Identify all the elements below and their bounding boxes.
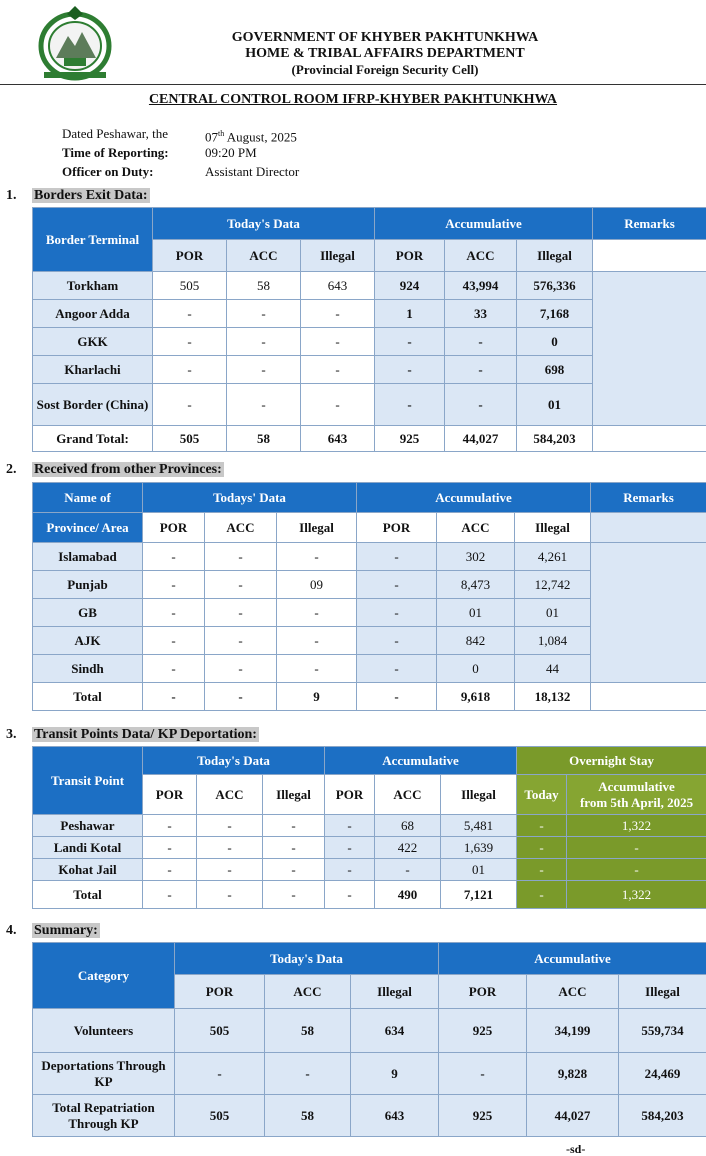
- value-cell: 1,084: [515, 627, 591, 655]
- value-cell: -: [143, 627, 205, 655]
- value-cell: -: [143, 837, 197, 859]
- total-value: -: [197, 881, 263, 909]
- subheader-acc: ACC: [227, 240, 301, 272]
- value-cell: 44: [515, 655, 591, 683]
- total-value: -: [325, 881, 375, 909]
- value-cell: 422: [375, 837, 441, 859]
- row-label: Total Repatriation Through KP: [33, 1095, 175, 1137]
- col-province-area: Province/ Area: [33, 513, 143, 543]
- value-cell: 68: [375, 815, 441, 837]
- value-cell: -: [227, 356, 301, 384]
- subheader-por: POR: [439, 975, 527, 1009]
- value-cell: -: [375, 328, 445, 356]
- value-cell: 1,639: [441, 837, 517, 859]
- value-cell: -: [325, 837, 375, 859]
- total-value: 9,618: [437, 683, 515, 711]
- remarks-cell: [591, 543, 706, 683]
- row-label: AJK: [33, 627, 143, 655]
- document-header: [0, 0, 706, 90]
- subheader-acc: ACC: [437, 513, 515, 543]
- header-government: GOVERNMENT OF KHYBER PAKHTUNKHWA: [231, 30, 539, 45]
- value-cell: 33: [445, 300, 517, 328]
- total-value: 505: [153, 426, 227, 452]
- col-remarks: Remarks: [591, 483, 706, 513]
- signature-mark: -sd-: [566, 1142, 586, 1156]
- value-cell: 4,261: [515, 543, 591, 571]
- value-cell: 1: [375, 300, 445, 328]
- table-row: [33, 837, 706, 859]
- overnight-accumulative: -: [567, 837, 706, 859]
- value-cell: 925: [439, 1095, 527, 1137]
- subheader-illegal: Illegal: [263, 775, 325, 815]
- total-row: [33, 881, 706, 909]
- section-2-title: 2. Received from other Provinces:: [6, 462, 222, 477]
- value-cell: -: [197, 837, 263, 859]
- value-cell: -: [205, 571, 277, 599]
- summary-table: [32, 942, 706, 1137]
- total-value: 490: [375, 881, 441, 909]
- value-cell: -: [357, 627, 437, 655]
- subheader-illegal: Illegal: [301, 240, 375, 272]
- value-cell: -: [301, 300, 375, 328]
- row-label: Punjab: [33, 571, 143, 599]
- table-row: [33, 1095, 706, 1137]
- subheader-por: POR: [325, 775, 375, 815]
- subheader-illegal: Illegal: [441, 775, 517, 815]
- subheader-por: POR: [143, 513, 205, 543]
- value-cell: -: [375, 356, 445, 384]
- subheader-acc: ACC: [265, 975, 351, 1009]
- value-cell: 0: [517, 328, 593, 356]
- total-label: Total: [33, 881, 143, 909]
- value-cell: -: [143, 543, 205, 571]
- value-cell: -: [357, 655, 437, 683]
- value-cell: -: [205, 655, 277, 683]
- row-label: Deportations Through KP: [33, 1053, 175, 1095]
- value-cell: 9,828: [527, 1053, 619, 1095]
- value-cell: -: [227, 300, 301, 328]
- value-cell: 0: [437, 655, 515, 683]
- subheader-illegal: Illegal: [517, 240, 593, 272]
- value-cell: -: [153, 328, 227, 356]
- value-cell: -: [277, 627, 357, 655]
- value-cell: 58: [265, 1095, 351, 1137]
- value-cell: 8,473: [437, 571, 515, 599]
- col-remarks: Remarks: [593, 208, 706, 240]
- value-cell: 924: [375, 272, 445, 300]
- section-1-title: 1. Borders Exit Data:: [6, 188, 148, 203]
- value-cell: -: [375, 859, 441, 881]
- value-cell: -: [325, 815, 375, 837]
- col-overnight-stay: Overnight Stay: [517, 747, 706, 775]
- subheader-por: POR: [357, 513, 437, 543]
- control-room-title: CENTRAL CONTROL ROOM IFRP-KHYBER PAKHTUNKHWA: [148, 92, 558, 107]
- value-cell: 505: [153, 272, 227, 300]
- total-value: 925: [375, 426, 445, 452]
- row-label: GKK: [33, 328, 153, 356]
- value-cell: 842: [437, 627, 515, 655]
- overnight-today: -: [517, 837, 567, 859]
- value-cell: -: [143, 599, 205, 627]
- value-cell: 925: [439, 1009, 527, 1053]
- header-divider: [0, 84, 706, 85]
- overnight-accumulative: 1,322: [567, 815, 706, 837]
- col-accumulative: Accumulative: [439, 943, 706, 975]
- table-row: [33, 859, 706, 881]
- overnight-accum-line2: from 5th April, 2025: [579, 794, 694, 810]
- value-cell: 643: [301, 272, 375, 300]
- table-row: [33, 1009, 706, 1053]
- col-today: Today's Data: [143, 747, 325, 775]
- value-cell: 01: [515, 599, 591, 627]
- remarks-cell: [593, 426, 706, 452]
- header-cell: (Provincial Foreign Security Cell): [291, 62, 479, 77]
- value-cell: -: [197, 815, 263, 837]
- borders-exit-table: [32, 207, 706, 452]
- subheader-illegal: Illegal: [619, 975, 706, 1009]
- value-cell: 584,203: [619, 1095, 706, 1137]
- overnight-today: -: [517, 859, 567, 881]
- value-cell: 5,481: [441, 815, 517, 837]
- row-label: Kharlachi: [33, 356, 153, 384]
- value-cell: -: [227, 384, 301, 426]
- provinces-table: [32, 482, 706, 711]
- row-label: Sost Border (China): [33, 384, 153, 426]
- subheader-acc: ACC: [205, 513, 277, 543]
- subheader-acc: ACC: [527, 975, 619, 1009]
- subheader-por: POR: [375, 240, 445, 272]
- value-cell: -: [153, 356, 227, 384]
- col-name-of: Name of: [33, 483, 143, 513]
- col-today: Today's Data: [153, 208, 375, 240]
- value-cell: -: [175, 1053, 265, 1095]
- value-cell: -: [143, 859, 197, 881]
- government-emblem-icon: [34, 6, 116, 82]
- value-cell: -: [301, 328, 375, 356]
- col-accumulative: Accumulative: [357, 483, 591, 513]
- row-label: Peshawar: [33, 815, 143, 837]
- value-cell: 01: [437, 599, 515, 627]
- total-value: 9: [277, 683, 357, 711]
- subheader-illegal: Illegal: [277, 513, 357, 543]
- value-cell: -: [205, 543, 277, 571]
- value-cell: 43,994: [445, 272, 517, 300]
- subheader-illegal: Illegal: [351, 975, 439, 1009]
- section-3-title: 3. Transit Points Data/ KP Deportation:: [6, 727, 257, 742]
- subheader-illegal: Illegal: [515, 513, 591, 543]
- value-cell: -: [445, 328, 517, 356]
- value-cell: -: [143, 815, 197, 837]
- total-label: Total: [33, 683, 143, 711]
- row-label: Torkham: [33, 272, 153, 300]
- value-cell: 34,199: [527, 1009, 619, 1053]
- value-cell: -: [357, 599, 437, 627]
- dated-value: 07th August, 2025: [205, 129, 297, 145]
- value-cell: 7,168: [517, 300, 593, 328]
- total-row: [33, 426, 706, 452]
- transit-points-table: [32, 746, 706, 909]
- subheader-acc: ACC: [197, 775, 263, 815]
- table-row: [33, 1053, 706, 1095]
- value-cell: 505: [175, 1095, 265, 1137]
- value-cell: 44,027: [527, 1095, 619, 1137]
- value-cell: 9: [351, 1053, 439, 1095]
- value-cell: 302: [437, 543, 515, 571]
- officer-value: Assistant Director: [205, 164, 300, 179]
- value-cell: -: [153, 300, 227, 328]
- value-cell: -: [197, 859, 263, 881]
- total-value: 643: [301, 426, 375, 452]
- col-today: Todays' Data: [143, 483, 357, 513]
- col-transit-point: Transit Point: [33, 747, 143, 815]
- value-cell: 58: [265, 1009, 351, 1053]
- subheader-acc: ACC: [445, 240, 517, 272]
- value-cell: -: [277, 599, 357, 627]
- row-label: Kohat Jail: [33, 859, 143, 881]
- total-value: -: [143, 683, 205, 711]
- value-cell: -: [325, 859, 375, 881]
- value-cell: 09: [277, 571, 357, 599]
- value-cell: -: [277, 543, 357, 571]
- value-cell: -: [301, 384, 375, 426]
- overnight-today: -: [517, 815, 567, 837]
- value-cell: 634: [351, 1009, 439, 1053]
- value-cell: -: [445, 384, 517, 426]
- officer-label: Officer on Duty:: [62, 164, 154, 179]
- subheader-por: POR: [143, 775, 197, 815]
- overnight-accumulative: -: [567, 859, 706, 881]
- value-cell: -: [265, 1053, 351, 1095]
- row-label: Sindh: [33, 655, 143, 683]
- row-label: Angoor Adda: [33, 300, 153, 328]
- value-cell: -: [143, 655, 205, 683]
- row-label: GB: [33, 599, 143, 627]
- value-cell: 559,734: [619, 1009, 706, 1053]
- value-cell: -: [301, 356, 375, 384]
- remarks-cell: [593, 272, 706, 426]
- col-accumulative: Accumulative: [375, 208, 593, 240]
- value-cell: 505: [175, 1009, 265, 1053]
- value-cell: -: [357, 571, 437, 599]
- value-cell: -: [263, 837, 325, 859]
- total-value: 44,027: [445, 426, 517, 452]
- total-value: 7,121: [441, 881, 517, 909]
- time-label: Time of Reporting:: [62, 145, 169, 160]
- subheader-por: POR: [153, 240, 227, 272]
- value-cell: -: [263, 815, 325, 837]
- total-value: -: [205, 683, 277, 711]
- report-meta: [62, 124, 299, 181]
- value-cell: 24,469: [619, 1053, 706, 1095]
- value-cell: -: [277, 655, 357, 683]
- total-value: 58: [227, 426, 301, 452]
- value-cell: -: [439, 1053, 527, 1095]
- subheader-overnight-today: Today: [517, 775, 567, 815]
- total-row: [33, 683, 706, 711]
- value-cell: 01: [441, 859, 517, 881]
- value-cell: 576,336: [517, 272, 593, 300]
- total-value: 584,203: [517, 426, 593, 452]
- value-cell: 01: [517, 384, 593, 426]
- dated-label: Dated Peshawar, the: [62, 126, 168, 141]
- subheader-por: POR: [175, 975, 265, 1009]
- time-value: 09:20 PM: [205, 145, 257, 160]
- value-cell: 698: [517, 356, 593, 384]
- header-department: HOME & TRIBAL AFFAIRS DEPARTMENT: [245, 46, 525, 61]
- table-row: [33, 272, 706, 300]
- total-value: -: [357, 683, 437, 711]
- table-row: [33, 543, 706, 571]
- overnight-today: -: [517, 881, 567, 909]
- col-category: Category: [33, 943, 175, 1009]
- value-cell: -: [263, 859, 325, 881]
- value-cell: -: [153, 384, 227, 426]
- value-cell: 58: [227, 272, 301, 300]
- value-cell: -: [205, 627, 277, 655]
- value-cell: 12,742: [515, 571, 591, 599]
- subheader-overnight-accumulative: [567, 775, 706, 815]
- remarks-cell: [591, 513, 706, 543]
- value-cell: 643: [351, 1095, 439, 1137]
- col-accumulative: Accumulative: [325, 747, 517, 775]
- total-label: Grand Total:: [33, 426, 153, 452]
- row-label: Islamabad: [33, 543, 143, 571]
- col-border-terminal: Border Terminal: [33, 208, 153, 272]
- remarks-cell: [591, 683, 706, 711]
- value-cell: -: [445, 356, 517, 384]
- value-cell: -: [143, 571, 205, 599]
- value-cell: -: [227, 328, 301, 356]
- col-today: Today's Data: [175, 943, 439, 975]
- total-value: 18,132: [515, 683, 591, 711]
- overnight-accumulative: 1,322: [567, 881, 706, 909]
- row-label: Landi Kotal: [33, 837, 143, 859]
- total-value: -: [263, 881, 325, 909]
- value-cell: -: [375, 384, 445, 426]
- row-label: Volunteers: [33, 1009, 175, 1053]
- subheader-acc: ACC: [375, 775, 441, 815]
- total-value: -: [143, 881, 197, 909]
- section-4-title: 4. Summary:: [6, 923, 98, 938]
- value-cell: -: [205, 599, 277, 627]
- table-row: [33, 815, 706, 837]
- value-cell: -: [357, 543, 437, 571]
- overnight-accum-line1: Accumulative: [598, 778, 675, 794]
